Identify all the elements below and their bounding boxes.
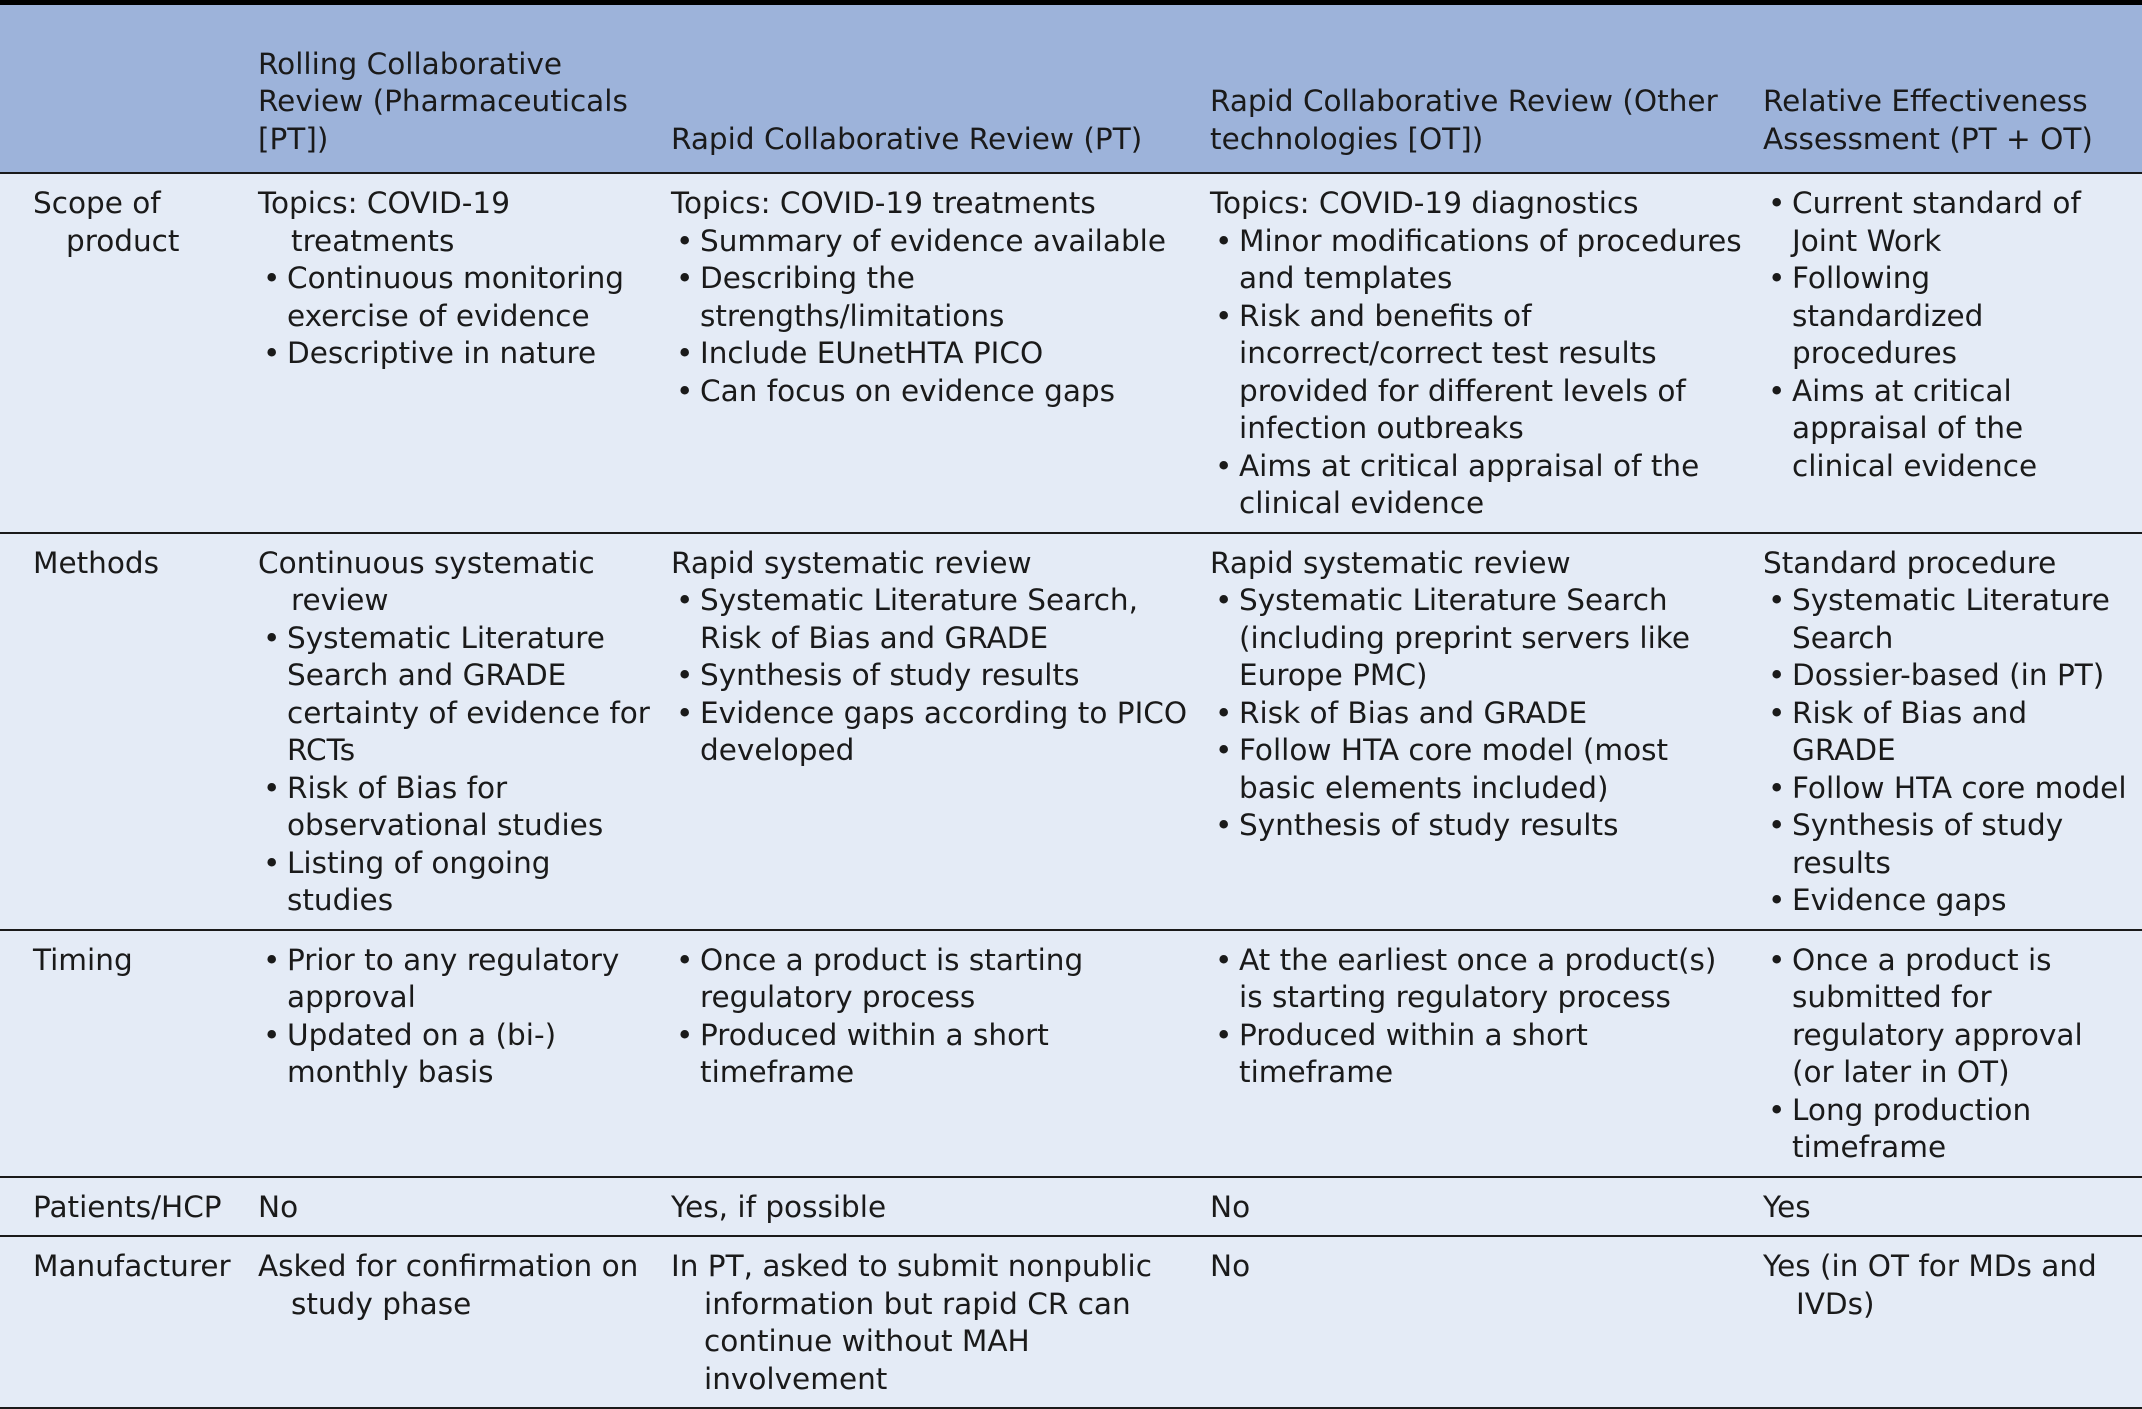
table-row-timing <box>0 930 2142 1177</box>
bullet-item: • Current standard of Joint Work <box>1763 185 2128 260</box>
cell-lead-text: No <box>1210 1189 1251 1224</box>
cell-lead-text: Yes, if possible <box>671 1189 887 1224</box>
table-cell <box>1763 1236 2142 1408</box>
table-cell <box>258 1177 671 1237</box>
bullet-item: • Systematic Literature Search and GRADE certainty of evidence for RCTs <box>258 620 657 770</box>
bullet-item: • Updated on a (bi-) monthly basis <box>258 1017 657 1092</box>
table-row-manufacturer <box>0 1236 2142 1408</box>
bullet-item: • Synthesis of study results <box>1210 807 1749 845</box>
bullet-item: • Systematic Literature Search, Risk of Bias and GRADE <box>671 582 1196 657</box>
cell-lead-text: Yes (in OT for MDs and IVDs) <box>1763 1249 2097 1321</box>
bullet-list <box>1763 942 2128 1167</box>
bullet-item: • Once a product is submitted for regulatory approval (or later in OT) <box>1763 942 2128 1092</box>
bullet-item: • Evidence gaps according to PICO developed <box>671 695 1196 770</box>
bullet-item: • Risk of Bias for observational studies <box>258 770 657 845</box>
table-cell <box>1210 1177 1763 1237</box>
bullet-item: • Long production timeframe <box>1763 1092 2128 1167</box>
bullet-item: • Systematic Literature Search <box>1763 582 2128 657</box>
header-row <box>0 5 2142 173</box>
table-cell <box>258 173 671 533</box>
table-cell <box>1210 173 1763 533</box>
table-header <box>0 5 2142 173</box>
header-corner <box>0 5 258 173</box>
bullet-list <box>1210 582 1749 845</box>
bullet-item: • Synthesis of study results <box>1763 807 2128 882</box>
table-cell <box>671 1236 1210 1408</box>
cell-lead-text: Rapid systematic review <box>671 545 1032 580</box>
bullet-list <box>258 620 657 920</box>
cell-lead-text: Topics: COVID-19 diagnostics <box>1210 186 1639 220</box>
bullet-list <box>258 942 657 1092</box>
bullet-item: • Following standardized procedures <box>1763 260 2128 373</box>
bullet-list <box>671 223 1196 411</box>
table-cell <box>258 930 671 1177</box>
table-cell <box>1763 533 2142 930</box>
bullet-item: • Aims at critical appraisal of the clinical evidence <box>1210 448 1749 523</box>
cell-lead-text: Yes <box>1763 1189 1811 1224</box>
cell-lead-text: In PT, asked to submit nonpublic information but rapid CR can continue without MAH involvement <box>671 1249 1152 1396</box>
bullet-list <box>258 260 657 373</box>
bullet-item: • Continuous monitoring exercise of evidence <box>258 260 657 335</box>
bullet-item: • Once a product is starting regulatory process <box>671 942 1196 1017</box>
bullet-item: • Systematic Literature Search (including preprint servers like Europe PMC) <box>1210 582 1749 695</box>
bullet-item: • Risk of Bias and GRADE <box>1210 695 1749 733</box>
bullet-item: • Prior to any regulatory approval <box>258 942 657 1017</box>
table-cell <box>671 1177 1210 1237</box>
bullet-item: • Listing of ongoing studies <box>258 845 657 920</box>
bullet-item: • Risk of Bias and GRADE <box>1763 695 2128 770</box>
bullet-item: • Follow HTA core model (most basic elements included) <box>1210 732 1749 807</box>
cell-lead-text: No <box>258 1189 299 1224</box>
bullet-list <box>671 582 1196 770</box>
row-label-text: Scope of product <box>33 186 180 258</box>
cell-lead-text: Standard procedure <box>1763 545 2057 580</box>
row-label <box>0 1177 258 1237</box>
bullet-item: • At the earliest once a product(s) is starting regulatory process <box>1210 942 1749 1017</box>
row-label-text: Methods <box>33 545 160 580</box>
row-label <box>0 1236 258 1408</box>
table-cell <box>1210 1236 1763 1408</box>
table-cell <box>671 533 1210 930</box>
bullet-list <box>1210 942 1749 1092</box>
row-label-text: Patients/HCP <box>33 1189 222 1224</box>
row-label <box>0 533 258 930</box>
row-label <box>0 930 258 1177</box>
table-cell <box>671 173 1210 533</box>
bullet-item: • Minor modifications of procedures and templates <box>1210 223 1749 298</box>
bullet-item: • Summary of evidence available <box>671 223 1196 261</box>
header-rolling-collaborative-review: Rolling Collaborative Review (Pharmaceuticals [PT]) <box>258 5 671 173</box>
cell-lead-text: Topics: COVID-19 treatments <box>258 186 510 258</box>
comparison-table <box>0 5 2142 1409</box>
row-label-text: Timing <box>33 942 133 977</box>
bullet-item: • Produced within a short timeframe <box>1210 1017 1749 1092</box>
cell-lead-text: Rapid systematic review <box>1210 545 1571 580</box>
cell-lead-text: Continuous systematic review <box>258 545 595 617</box>
bullet-item: • Evidence gaps <box>1763 882 2128 920</box>
table-cell <box>1210 533 1763 930</box>
header-relative-effectiveness-assessment: Relative Effectiveness Assessment (PT + OT) <box>1763 5 2142 173</box>
table-cell <box>258 1236 671 1408</box>
bullet-item: • Include EUnetHTA PICO <box>671 335 1196 373</box>
table-cell <box>258 533 671 930</box>
bullet-item: • Aims at critical appraisal of the clinical evidence <box>1763 373 2128 486</box>
row-label <box>0 173 258 533</box>
header-rapid-collaborative-review-pt: Rapid Collaborative Review (PT) <box>671 5 1210 173</box>
cell-lead-text: Topics: COVID-19 treatments <box>671 186 1096 220</box>
bullet-item: • Descriptive in nature <box>258 335 657 373</box>
bullet-item: • Synthesis of study results <box>671 657 1196 695</box>
header-rapid-collaborative-review-ot: Rapid Collaborative Review (Other technologies [OT]) <box>1210 5 1763 173</box>
table-cell <box>1763 173 2142 533</box>
row-label-text: Manufacturer <box>33 1249 231 1283</box>
table-row-patients-hcp <box>0 1177 2142 1237</box>
bullet-item: • Dossier-based (in PT) <box>1763 657 2128 695</box>
table-row-scope-of-product <box>0 173 2142 533</box>
cell-lead-text: Asked for confirmation on study phase <box>258 1249 639 1321</box>
bullet-list <box>1763 185 2128 485</box>
cell-lead-text: No <box>1210 1249 1251 1283</box>
bullet-item: • Describing the strengths/limitations <box>671 260 1196 335</box>
table-cell <box>1763 1177 2142 1237</box>
bullet-list <box>1763 582 2128 920</box>
bullet-item: • Produced within a short timeframe <box>671 1017 1196 1092</box>
bullet-list <box>1210 223 1749 523</box>
bullet-item: • Follow HTA core model <box>1763 770 2128 808</box>
table-row-methods <box>0 533 2142 930</box>
bullet-list <box>671 942 1196 1092</box>
table-cell <box>1210 930 1763 1177</box>
bullet-item: • Risk and benefits of incorrect/correct test results provided for different levels of infection outbreaks <box>1210 298 1749 448</box>
table-cell <box>1763 930 2142 1177</box>
table-body <box>0 173 2142 1408</box>
table-cell <box>671 930 1210 1177</box>
bullet-item: • Can focus on evidence gaps <box>671 373 1196 411</box>
